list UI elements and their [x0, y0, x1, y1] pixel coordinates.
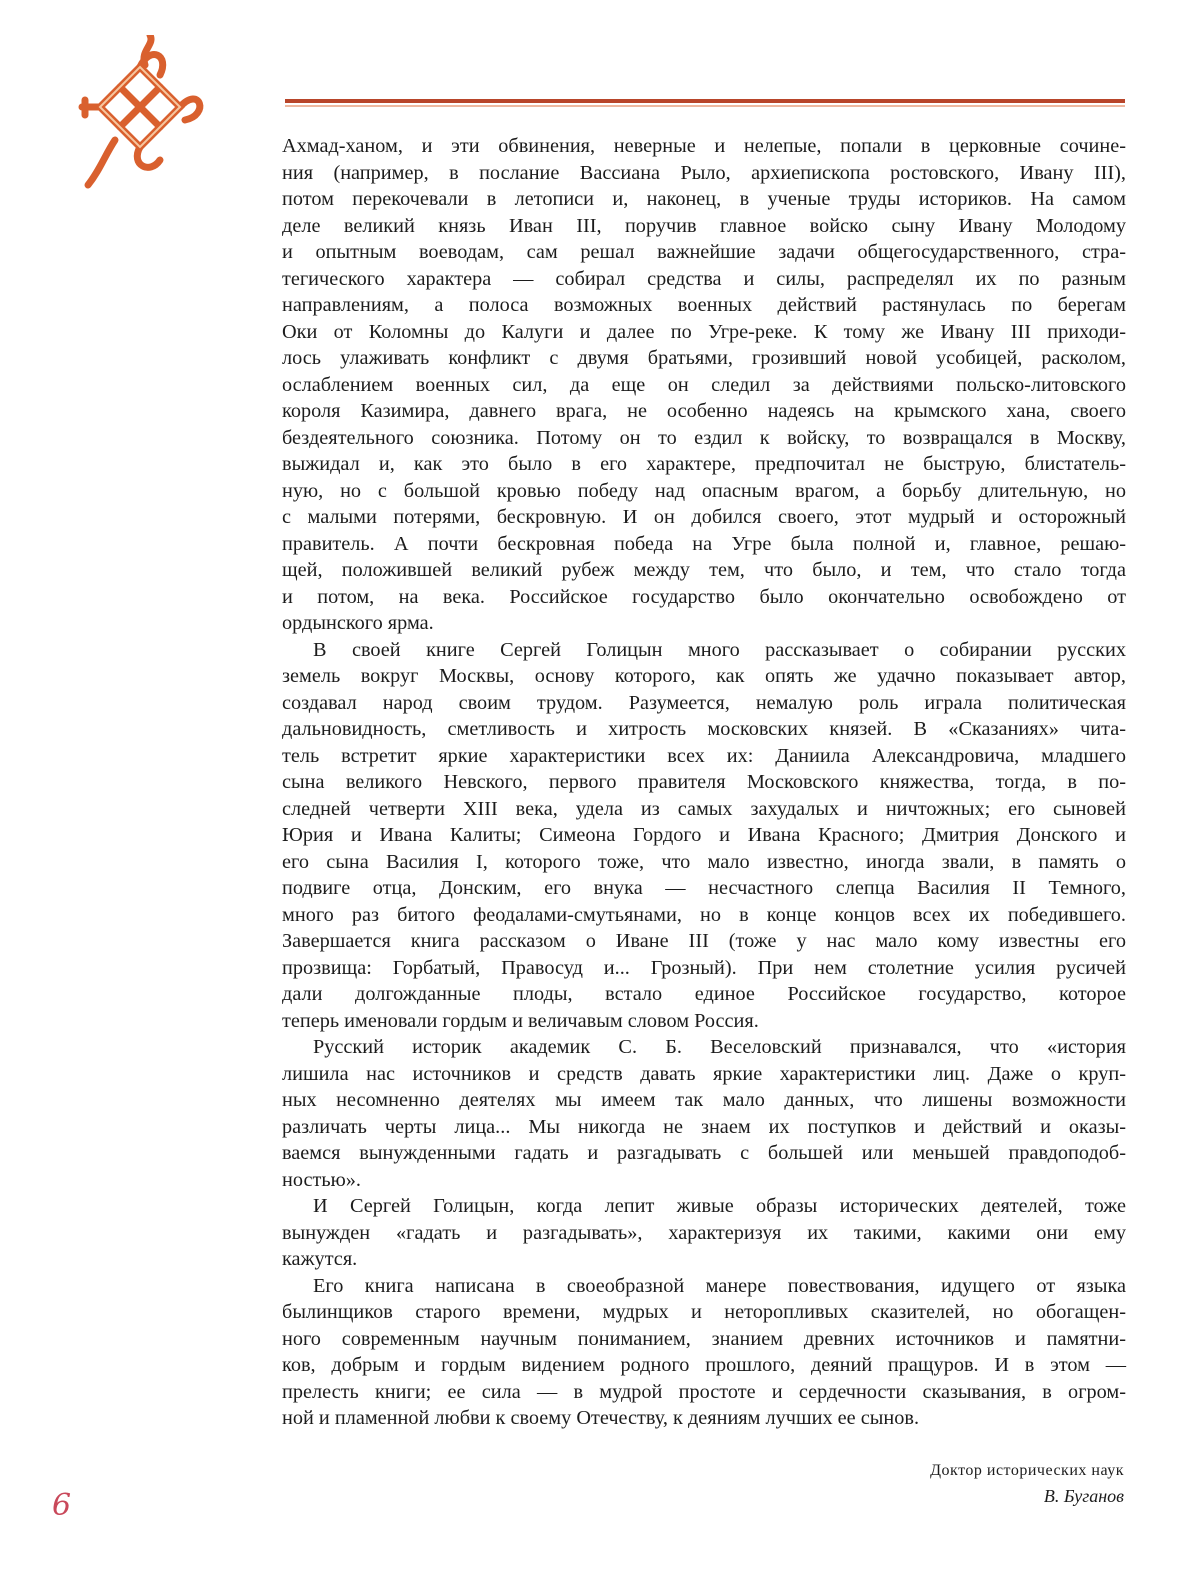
text-line: Русский историк академик С. Б. Веселовский признавался, что «история: [313, 1036, 1126, 1058]
paragraph: [282, 1034, 1126, 1193]
author-credentials: Доктор исторических наук: [930, 1462, 1124, 1479]
text-line: ных несомненно деятелях мы имеем так мало данных, что лишены возможности: [282, 1089, 1126, 1111]
text-line: следней четверти XIII века, удела из самых захудалых и ничтожных; его сыновей: [282, 797, 1126, 820]
text-line: В своей книге Сергей Голицын много рассказывает о собирании русских: [313, 638, 1126, 661]
text-line: потом перекочевали в летописи и, наконец, в ученые труды историков. На самом: [282, 188, 1126, 210]
text-line: короля Казимира, давнего врага, не особенно надеясь на крымского хана, своего: [282, 400, 1126, 422]
text-line: Оки от Коломны до Калуги и далее по Угре-реке. К тому же Ивану III приходи-: [282, 320, 1126, 343]
text-line: выжидал и, как это было в его характере, предпочитал не быструю, блистатель-: [282, 453, 1126, 475]
text-line: лишила нас источников и средств давать яркие характеристики лиц. Даже о круп-: [282, 1062, 1126, 1085]
text-line: кажутся.: [282, 1248, 358, 1270]
text-line: И Сергей Голицын, когда лепит живые образы исторических деятелей, тоже: [313, 1195, 1126, 1217]
text-line: ной и пламенной любви к своему Отечеству, к деяниям лучших ее сынов.: [282, 1407, 920, 1429]
text-line: дальновидность, сметливость и хитрость московских князей. В «Сказаниях» чита-: [282, 718, 1126, 740]
page-number: 6: [52, 1488, 72, 1523]
paragraph: [282, 637, 1126, 1035]
text-line: деле великий князь Иван III, поручив главное войско сыну Ивану Молодому: [282, 214, 1126, 237]
text-line: направлениям, а полоса возможных военных действий растянулась по берегам: [282, 294, 1126, 316]
text-line: создавал народ своим трудом. Разумеется, немалую роль играла политическая: [282, 691, 1126, 714]
text-line: различать черты лица... Мы никогда не знаем их поступков и действий и оказы-: [282, 1115, 1126, 1138]
paragraph: [282, 1193, 1126, 1273]
text-line: дали долгожданные плоды, встало единое Российское государство, которое: [282, 983, 1126, 1005]
text-line: ния (например, в послание Вассиана Рыло, архиепископа ростовского, Ивану III),: [282, 161, 1126, 184]
text-line: сына великого Невского, первого правителя Московского княжества, тогда, в по-: [282, 771, 1126, 793]
text-line: лось улаживать конфликт с двумя братьями, грозивший новой усобицей, расколом,: [282, 347, 1126, 369]
text-line: ностью».: [282, 1168, 361, 1191]
text-line: ордынского ярма.: [282, 612, 434, 634]
text-line: земель вокруг Москвы, основу которого, как опять же удачно показывает автор,: [282, 665, 1126, 687]
text-line: ную, но с большой кровью победу над опасным врагом, а борьбу длительную, но: [282, 479, 1126, 502]
text-line: прозвища: Горбатый, Правосуд и... Грозный). При нем столетние усилия русичей: [282, 956, 1126, 979]
text-line: ков, добрым и гордым видением родного прошлого, деяний пращуров. И в этом —: [282, 1354, 1126, 1376]
text-line: правитель. А почти бескровная победа на Угре была полной и, главное, решаю-: [282, 532, 1126, 555]
text-line: теперь именовали гордым и величавым словом Россия.: [282, 1009, 759, 1032]
paragraph: [282, 133, 1126, 637]
text-line: Завершается книга рассказом о Иване III (тоже у нас мало кому известны его: [282, 930, 1126, 952]
paragraph: [282, 1273, 1126, 1432]
author-name: В. Буганов: [1043, 1486, 1124, 1506]
text-line: ного современным научным пониманием, знанием древних источников и памятни-: [282, 1327, 1126, 1350]
text-line: Юрия и Ивана Калиты; Симеона Гордого и Ивана Красного; Дмитрия Донского и: [282, 824, 1126, 846]
text-line: ваемся вынужденными гадать и разгадывать с большей или меньшей правдоподоб-: [282, 1142, 1126, 1164]
text-line: тегического характера — собирал средства и силы, распределял их по разным: [282, 267, 1126, 290]
text-line: бездеятельного союзника. Потому он то ездил к войску, то возвращался в Москву,: [282, 426, 1126, 449]
text-line: с малыми потерями, бескровную. И он добился своего, этот мудрый и осторожный: [282, 506, 1126, 528]
text-line: Ахмад-ханом, и эти обвинения, неверные и нелепые, попали в церковные сочине-: [282, 135, 1126, 157]
text-line: Его книга написана в своеобразной манере повествования, идущего от языка: [313, 1274, 1126, 1297]
text-line: и потом, на века. Российское государство было окончательно освобождено от: [282, 585, 1126, 608]
text-line: много раз битого феодалами-смутьянами, но в конце концов всех их победившего.: [282, 903, 1126, 926]
text-line: его сына Василия I, которого тоже, что мало известно, иногда звали, в память о: [282, 850, 1126, 873]
text-line: вынужден «гадать и разгадывать», характеризуя их такими, какими они ему: [282, 1221, 1126, 1244]
body-text: [282, 133, 1126, 1432]
text-line: щей, положившей великий рубеж между тем, что было, и тем, что стало тогда: [282, 559, 1126, 581]
text-line: прелесть книги; ее сила — в мудрой простоте и сердечности сказывания, в огром-: [282, 1380, 1126, 1403]
text-line: тель встретит яркие характеристики всех их: Даниила Александровича, младшего: [282, 744, 1126, 767]
text-line: былинщиков старого времени, мудрых и неторопливых сказителей, но обогащен-: [282, 1301, 1126, 1323]
text-line: ослаблением военных сил, да еще он следил за действиями польско-литовского: [282, 373, 1126, 396]
text-line: подвиге отца, Донским, его внука — несчастного слепца Василия II Темного,: [282, 877, 1126, 899]
text-line: и опытным воеводам, сам решал важнейшие задачи общегосударственного, стра-: [282, 241, 1126, 263]
